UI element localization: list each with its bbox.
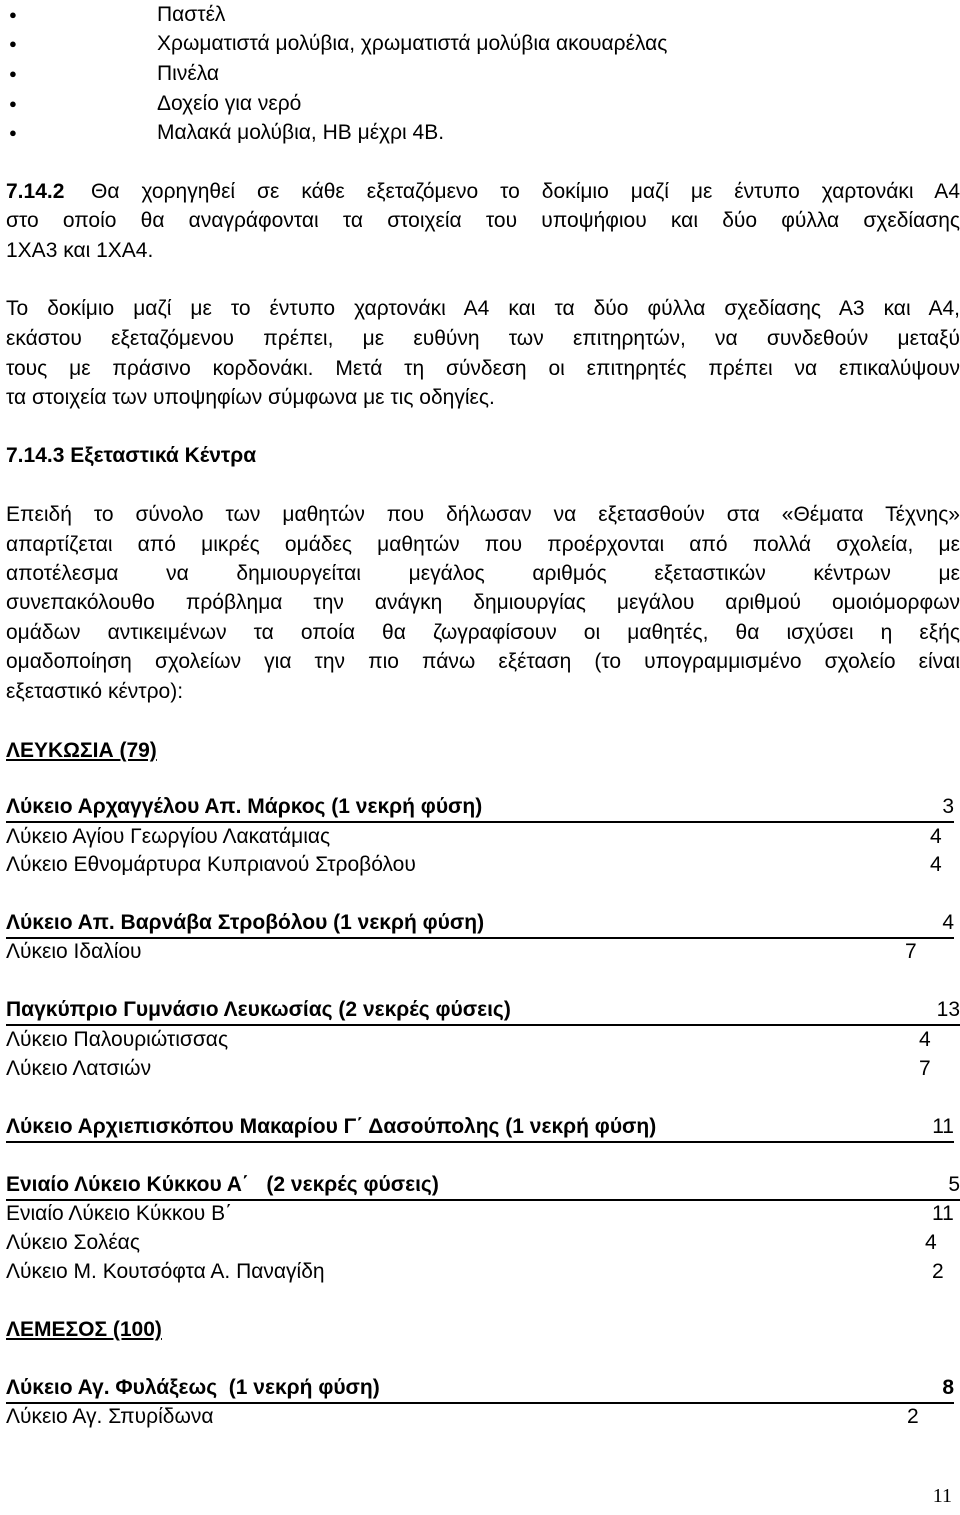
paragraph-line: τους με πράσινο κορδονάκι. Μετά τη σύνδεση οι επιτηρητές πρέπει να επικαλύψουν: [6, 357, 960, 380]
school-name: Λύκειο Εθνομάρτυρα Κυπριανού Στροβόλου: [6, 853, 416, 876]
bullet-icon: ●: [9, 7, 17, 22]
exam-center-name: Λύκειο Αρχαγγέλου Απ. Μάρκος (1 νεκρή φύση): [6, 795, 483, 818]
paragraph-line: Το δοκίμιο μαζί με το έντυπο χαρτονάκι Α4 και τα δύο φύλλα σχεδίασης Α3 και Α4,: [6, 297, 960, 320]
district-heading: ΛΕΜΕΣΟΣ (100): [6, 1318, 162, 1341]
school-count: 4: [919, 1028, 931, 1051]
paragraph-line: τα στοιχεία των υποψηφίων σύμφωνα με τις οδηγίες.: [6, 386, 495, 409]
paragraph-line: 1ΧΑ3 και 1ΧΑ4.: [6, 239, 154, 262]
bullet-icon: ●: [9, 125, 17, 140]
school-name: Λύκειο Ιδαλίου: [6, 940, 142, 963]
paragraph-line: ομαδοποίηση σχολείων για την πιο πάνω εξέταση (το υπογραμμισμένο σχολείο είναι: [6, 650, 960, 673]
list-item: Πινέλα: [157, 62, 220, 85]
paragraph-line: Θα χορηγηθεί σε κάθε εξεταζόμενο το δοκίμιο μαζί με έντυπο χαρτονάκι Α4: [91, 180, 960, 203]
list-item: Παστέλ: [157, 3, 226, 26]
school-count: 7: [919, 1057, 931, 1080]
paragraph-line: συνεπακόλουθο πρόβλημα την ανάγκη δημιουργίας μεγάλου αριθμού ομοιόμορφων: [6, 591, 960, 614]
school-name: Λύκειο Αγ. Σπυρίδωνα: [6, 1405, 214, 1428]
exam-center-row: [6, 792, 954, 823]
paragraph-line: αποτέλεσμα να δημιουργείται μεγάλος αριθμός εξεταστικών κέντρων με: [6, 562, 960, 585]
exam-center-row: [6, 1170, 960, 1201]
list-item: Μαλακά μολύβια, HB μέχρι 4B.: [157, 121, 445, 144]
exam-center-count: 13: [936, 998, 960, 1021]
paragraph-line: ομάδων αντικειμένων τα οποία θα ζωγραφίσουν οι μαθητές, θα ισχύσει η εξής: [6, 621, 960, 644]
bullet-icon: ●: [9, 96, 17, 111]
paragraph-line: εκάστου εξεταζόμενου πρέπει, με ευθύνη των επιτηρητών, να συνδεθούν μεταξύ: [6, 327, 960, 350]
exam-center-row: [6, 1373, 954, 1404]
school-count: 11: [932, 1202, 954, 1225]
school-name: Λύκειο Παλουριώτισσας: [6, 1028, 229, 1051]
paragraph-line: Επειδή το σύνολο των μαθητών που δήλωσαν να εξετασθούν στα «Θέματα Τέχνης»: [6, 503, 960, 526]
exam-center-name: Ενιαίο Λύκειο Κύκκου Α΄ (2 νεκρές φύσεις): [6, 1173, 439, 1196]
school-name: Λύκειο Σολέας: [6, 1231, 140, 1254]
exam-center-count: 11: [932, 1115, 954, 1138]
exam-center-name: Παγκύπριο Γυμνάσιο Λευκωσίας (2 νεκρές φύσεις): [6, 998, 511, 1021]
school-count: 2: [932, 1260, 944, 1283]
school-count: 7: [905, 940, 917, 963]
school-name: Λύκειο Μ. Κουτσόφτα Α. Παναγίδη: [6, 1260, 325, 1283]
list-item: Δοχείο για νερό: [157, 92, 302, 115]
exam-center-row: [6, 1112, 954, 1143]
section-number: 7.14.2: [6, 180, 65, 203]
exam-center-count: 5: [948, 1173, 960, 1196]
school-count: 4: [930, 825, 942, 848]
paragraph-line: στο οποίο θα αναγράφονται τα στοιχεία του υποψήφιου και δύο φύλλα σχεδίασης: [6, 209, 960, 232]
school-count: 4: [925, 1231, 937, 1254]
school-count: 4: [930, 853, 942, 876]
section-heading: 7.14.3 Εξεταστικά Κέντρα: [6, 444, 257, 467]
paragraph-line: εξεταστικό κέντρο):: [6, 680, 184, 703]
page-number: 11: [932, 1485, 952, 1507]
bullet-icon: ●: [9, 36, 17, 51]
exam-center-count: 8: [942, 1376, 954, 1399]
bullet-icon: ●: [9, 66, 17, 81]
district-heading: ΛΕΥΚΩΣΙΑ (79): [6, 739, 157, 762]
paragraph-line: απαρτίζεται από μικρές ομάδες μαθητών που προέρχονται από πολλά σχολεία, με: [6, 533, 960, 556]
exam-center-row: [6, 908, 954, 939]
school-name: Λύκειο Αγίου Γεωργίου Λακατάμιας: [6, 825, 331, 848]
exam-center-count: 3: [942, 795, 954, 818]
school-count: 2: [907, 1405, 919, 1428]
school-name: Ενιαίο Λύκειο Κύκκου Β΄: [6, 1202, 233, 1225]
list-item: Χρωματιστά μολύβια, χρωματιστά μολύβια ακουαρέλας: [157, 32, 668, 55]
school-name: Λύκειο Λατσιών: [6, 1057, 152, 1080]
exam-center-name: Λύκειο Απ. Βαρνάβα Στροβόλου (1 νεκρή φύση): [6, 911, 485, 934]
exam-center-name: Λύκειο Αγ. Φυλάξεως (1 νεκρή φύση): [6, 1376, 380, 1399]
exam-center-name: Λύκειο Αρχιεπισκόπου Μακαρίου Γ΄ Δασούπολης (1 νεκρή φύση): [6, 1115, 657, 1138]
exam-center-count: 4: [942, 911, 954, 934]
exam-center-row: [6, 995, 960, 1026]
